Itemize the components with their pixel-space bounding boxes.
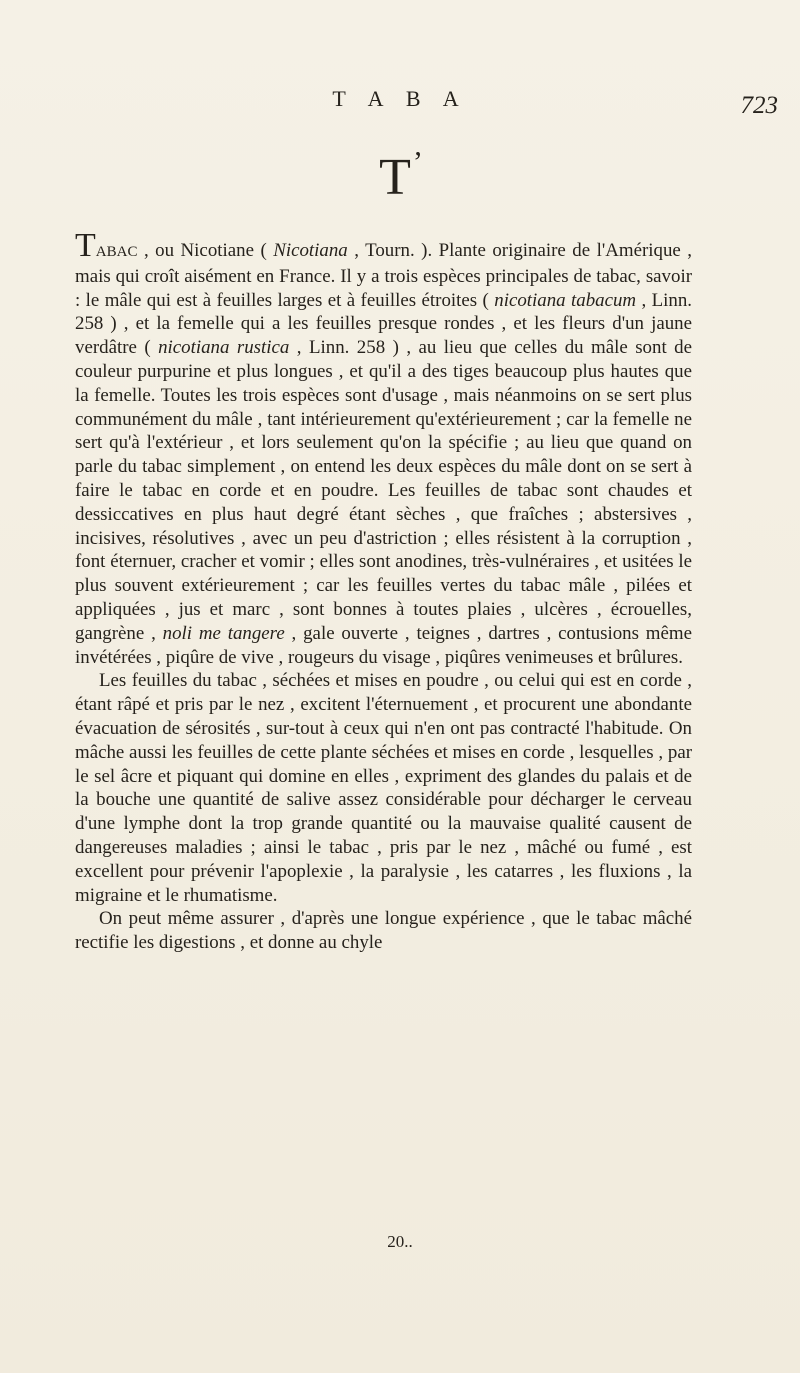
paragraph-1 (75, 227, 693, 669)
section-letter-glyph: T (379, 149, 411, 206)
taxon-nicotiana-rustica: nicotiana rustica (158, 337, 290, 359)
page-number: 723 (740, 92, 778, 119)
taxon-nicotiana: Nicotiana (273, 240, 348, 261)
paragraph-3: On peut même assurer , d'après une longue expérience , que le tabac mâché rectifie les digestions , et donne au chyle (75, 908, 692, 954)
latin-noli-me-tangere: noli me tangere (162, 622, 285, 644)
paragraph-1-lead: , ou Nicotiane ( (137, 240, 274, 261)
section-letter (0, 146, 800, 211)
running-title: T A B A (332, 86, 468, 111)
paragraph-1-end: , gale ouverte , teignes , dartres , contusions même invétérées , piqûre de vive , rougeurs du visage , piqûres venimeuses et brûlures. (75, 622, 692, 668)
entry-body (75, 227, 693, 955)
drop-cap: T (75, 227, 96, 264)
signature-mark: 20.. (387, 1232, 413, 1251)
taxon-nicotiana-tabacum: nicotiana tabacum (494, 289, 637, 311)
paragraph-1-text-a: , Tourn. ). Plante originaire de l'Amérique , mais qui croît aisément en France. Il y a trois espèces principales de tabac, savoir : le mâle qui est à feuilles larges et à feuilles étroites ( (75, 240, 692, 311)
paragraph-2: Les feuilles du tabac , séchées et mises en poudre , ou celui qui est en corde , étant râpé et pris par le nez , excitent l'éternuement , et procurent une abondante évacuation de sérosités , sur-tout à ceux qui n'en ont pas contracté l'habitude. On mâche aussi les feuilles de cette plante séchées et mises en corde , lesquelles , par le sel âcre et piquant qui domine en elles , expriment des glandes du palais et de la bouche une quantité de salive assez considérable pour décharger le cerveau d'une lymphe dont la trop grande quantité ou la mauvaise qualité causent de dangereuses maladies ; ainsi le tabac , pris par le nez , mâché ou fumé , est excellent pour prévenir l'apoplexie , la paralysie , les catarres , les fluxions , la migraine et le rhumatisme. (75, 670, 692, 906)
section-letter-accent: ʼ (412, 146, 423, 179)
paragraph-1-text-b: , Linn. 258 ) , et la femelle qui a les feuilles presque rondes , et les fleurs d'un jaune verdâtre ( (75, 289, 693, 359)
headword: ABAC (95, 244, 138, 260)
paragraph-1-text-c: , Linn. 258 ) , au lieu que celles du mâle sont de couleur purpurine et plus longues , et qu'il a des tiges beaucoup plus hautes que la femelle. Toutes les trois espèces sont d'usage , mais néanmoins on se sert plus communément du mâle , tant intérieurement qu'extérieurement ; car la femelle ne sert qu'à l'extérieur , et lors seulement qu'on la spécifie ; au lieu que quand on parle du tabac simplement , on entend les deux espèces du mâle dont on se sert à faire le tabac en corde et en poudre. Les feuilles de tabac sont chaudes et dessiccatives en plus haut degré étant sèches , que fraîches ; abstersives , incisives, résolutives , avec un peu d'astriction ; elles résistent à la corruption , font éternuer, cracher et vomir ; elles sont anodines, très-vulnéraires , et usitées le plus souvent extérieurement ; car les feuilles vertes du tabac mâle , pilées et appliquées , jus et marc , sont bonnes à toutes plaies , ulcères , écrouelles, gangrène , (75, 337, 692, 644)
